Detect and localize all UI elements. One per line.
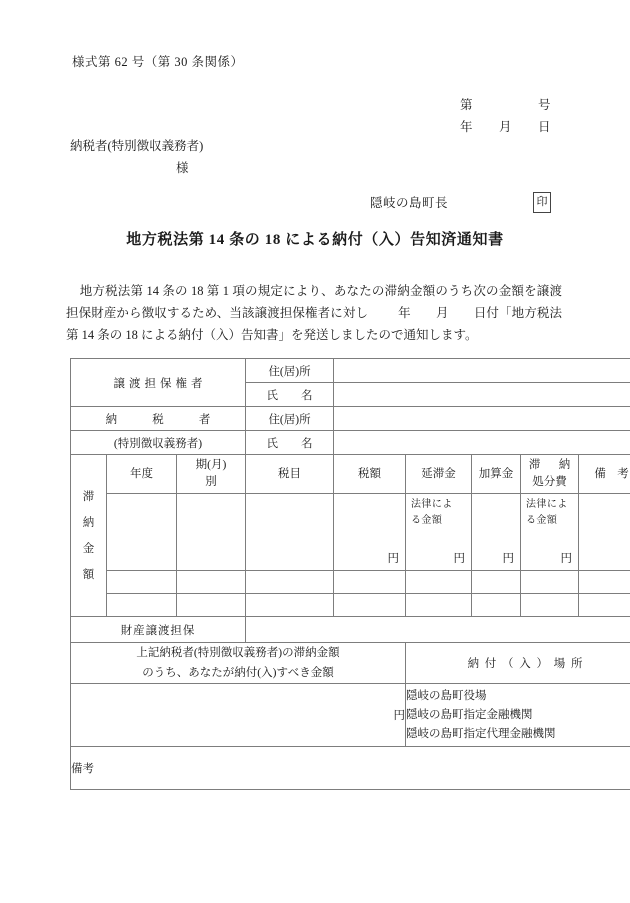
body-line-2b: 年 月 日付「地方税法第 14 条 <box>66 306 562 342</box>
cell-period[interactable] <box>177 494 246 571</box>
taxpayer-label-line1: 納 税 者 <box>71 407 246 431</box>
disposition-cost-yen: 円 <box>560 553 573 565</box>
body-line-2a: 保財産から徴収するため、当該譲渡担保権者に対し <box>78 306 369 320</box>
remarks-field[interactable]: 備考 <box>71 747 630 790</box>
taxpayer-name-input[interactable] <box>334 431 630 455</box>
table-row <box>71 594 630 617</box>
table-row <box>71 571 630 594</box>
issuer-name: 隠岐の島町長 <box>370 196 449 210</box>
table-row <box>71 431 630 455</box>
taxpayer-label-line2: (特別徴収義務者) <box>71 431 246 455</box>
delinquency-law-note: 法律によ る金額 <box>411 499 453 526</box>
payment-place-item: 隠岐の島町役場 <box>406 689 487 702</box>
addressee-honorific: 様 <box>176 161 189 175</box>
cell-period[interactable] <box>177 571 246 594</box>
cell-tax-item[interactable] <box>246 594 334 617</box>
guarantor-address-input[interactable] <box>334 359 630 383</box>
payment-place-item: 隠岐の島町指定代理金融機関 <box>406 727 556 740</box>
table-row <box>71 494 630 571</box>
cell-delinquency-charge[interactable] <box>406 594 472 617</box>
column-header-period: 期(月) 別 <box>177 455 246 494</box>
column-header-tax-amount: 税額 <box>334 455 406 494</box>
asset-collateral-input[interactable] <box>246 617 630 643</box>
taxpayer-name-label: 氏 名 <box>246 431 334 455</box>
table-row <box>71 359 630 383</box>
guarantor-name-label: 氏 名 <box>246 383 334 407</box>
cell-tax-amount[interactable] <box>334 594 406 617</box>
payable-amount-input[interactable]: 円 <box>71 684 406 747</box>
body-line-1: 地方税法第 14 条の 18 第 1 項の規定により、あなたの滞納金額のうち次の金額を譲渡担 <box>66 284 562 320</box>
cell-tax-item[interactable] <box>246 571 334 594</box>
delinquency-yen: 円 <box>453 553 466 565</box>
document-title: 地方税法第 14 条の 18 による納付（入）告知済通知書 <box>126 232 504 248</box>
form-number: 様式第 62 号（第 30 条関係） <box>72 55 244 69</box>
column-header-disposition-cost: 滞 納 処分費 <box>521 455 579 494</box>
cell-disposition-cost[interactable] <box>521 594 579 617</box>
cell-tax-amount[interactable] <box>334 494 406 571</box>
cell-remarks[interactable] <box>579 494 630 571</box>
cell-additional-charge[interactable] <box>472 494 521 571</box>
column-header-remarks: 備 考 <box>579 455 630 494</box>
table-row <box>71 407 630 431</box>
cell-fiscal-year[interactable] <box>107 571 177 594</box>
seal-stamp-box: 印 <box>533 192 551 213</box>
cell-period[interactable] <box>177 594 246 617</box>
cell-additional-charge[interactable] <box>472 571 521 594</box>
main-form-table <box>70 358 630 790</box>
table-header-row <box>71 455 630 494</box>
cell-delinquency-charge[interactable] <box>406 494 472 571</box>
table-row <box>71 684 630 747</box>
delinquent-amount-label: 滞 納 金 額 <box>71 455 107 617</box>
tax-amount-yen: 円 <box>387 553 400 565</box>
cell-additional-charge[interactable] <box>472 594 521 617</box>
payment-place-header: 納付（入）場所 <box>406 643 630 684</box>
cell-delinquency-charge[interactable] <box>406 571 472 594</box>
guarantor-address-label: 住(居)所 <box>246 359 334 383</box>
additional-charge-yen: 円 <box>502 553 515 565</box>
column-header-additional-charge: 加算金 <box>472 455 521 494</box>
cell-fiscal-year[interactable] <box>107 494 177 571</box>
guarantor-label: 譲渡担保権者 <box>71 359 246 407</box>
table-row <box>71 617 630 643</box>
document-number-field: 第 号 <box>460 98 552 112</box>
document-date-field: 年 月 日 <box>460 120 552 134</box>
payment-place-item: 隠岐の島町指定金融機関 <box>406 708 533 721</box>
disposition-law-note: 法律によ る金額 <box>526 499 568 526</box>
table-row <box>71 747 630 790</box>
addressee-label: 納税者(特別徴収義務者) <box>70 139 204 153</box>
body-paragraph <box>66 280 562 346</box>
cell-tax-item[interactable] <box>246 494 334 571</box>
taxpayer-address-label: 住(居)所 <box>246 407 334 431</box>
payable-amount-label: 上記納税者(特別徴収義務者)の滞納金額 のうち、あなたが納付(入)すべき金額 <box>71 643 406 684</box>
asset-collateral-label: 財産譲渡担保 <box>71 617 246 643</box>
cell-remarks[interactable] <box>579 594 630 617</box>
guarantor-name-input[interactable] <box>334 383 630 407</box>
body-line-3: の 18 による納付（入）告知書」を発送しましたので通知します。 <box>109 328 478 342</box>
cell-disposition-cost[interactable] <box>521 494 579 571</box>
cell-remarks[interactable] <box>579 571 630 594</box>
payment-place-list <box>406 684 630 747</box>
column-header-tax-item: 税目 <box>246 455 334 494</box>
column-header-fiscal-year: 年度 <box>107 455 177 494</box>
cell-fiscal-year[interactable] <box>107 594 177 617</box>
cell-disposition-cost[interactable] <box>521 571 579 594</box>
cell-tax-amount[interactable] <box>334 571 406 594</box>
table-row <box>71 643 630 684</box>
column-header-delinquency-charge: 延滞金 <box>406 455 472 494</box>
taxpayer-address-input[interactable] <box>334 407 630 431</box>
